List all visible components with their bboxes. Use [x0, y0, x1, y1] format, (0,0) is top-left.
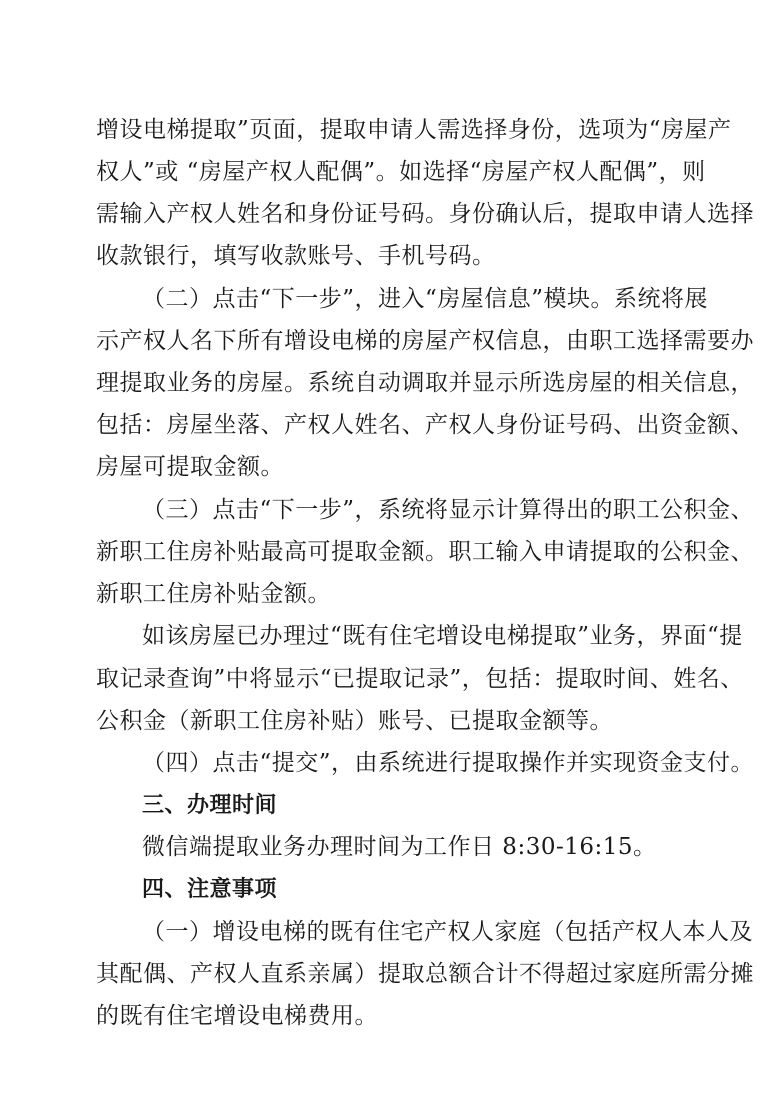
- text-line: 房屋可提取金额。: [96, 454, 284, 480]
- text-line: （四）点击“提交”，由系统进行提取操作并实现资金支付。: [142, 750, 755, 776]
- text-line: 收款银行，填写收款账号、手机号码。: [96, 243, 496, 269]
- section-heading: 三、办理时间: [142, 793, 278, 818]
- text-line: 新职工住房补贴金额。: [96, 581, 331, 607]
- text-line: 微信端提取业务办理时间为工作日 8:30-16:15。: [142, 834, 657, 860]
- text-line: 如该房屋已办理过“既有住宅增设电梯提取”业务，界面“提: [142, 623, 743, 649]
- text-line: （一）增设电梯的既有住宅产权人家庭（包括产权人本人及: [142, 919, 753, 945]
- text-line: （三）点击“下一步”，系统将显示计算得出的职工公积金、: [142, 497, 755, 523]
- text-line: （二）点击“下一步”，进入“房屋信息”模块。系统将展: [142, 286, 709, 312]
- text-line: 其配偶、产权人直系亲属）提取总额合计不得超过家庭所需分摊: [96, 961, 754, 987]
- text-line: 增设电梯提取”页面，提取申请人需选择身份，选项为“房屋产: [96, 117, 732, 143]
- text-line: 权人”或 “房屋产权人配偶”。如选择“房屋产权人配偶”，则: [96, 159, 706, 185]
- text-line: 取记录查询”中将显示“已提取记录”，包括：提取时间、姓名、: [96, 666, 744, 692]
- section-heading: 四、注意事项: [142, 877, 278, 902]
- text-line: 新职工住房补贴最高可提取金额。职工输入申请提取的公积金、: [96, 539, 754, 565]
- text-line: 公积金（新职工住房补贴）账号、已提取金额等。: [96, 708, 613, 734]
- text-line: 理提取业务的房屋。系统自动调取并显示所选房屋的相关信息，: [96, 370, 754, 396]
- text-line: 包括：房屋坐落、产权人姓名、产权人身份证号码、出资金额、: [96, 412, 754, 438]
- text-line: 需输入产权人姓名和身份证号码。身份确认后，提取申请人选择: [96, 201, 754, 227]
- text-line: 的既有住宅增设电梯费用。: [96, 1003, 378, 1029]
- text-line: 示产权人名下所有增设电梯的房屋产权信息，由职工选择需要办: [96, 328, 754, 354]
